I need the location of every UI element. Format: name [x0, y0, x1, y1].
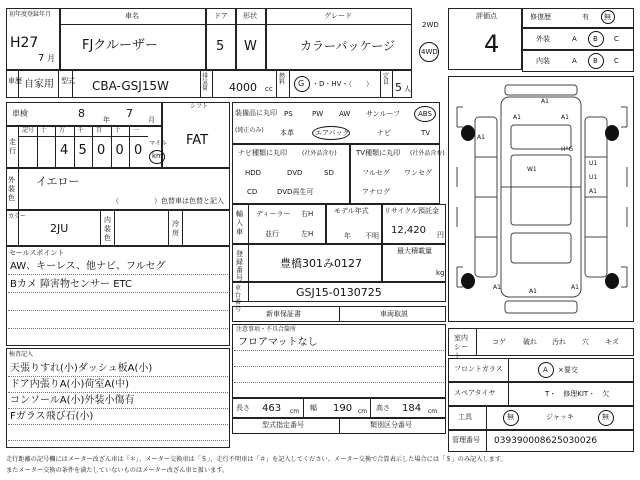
tools-label: 工具 — [458, 413, 472, 421]
dims-width-unit: cm — [358, 408, 368, 415]
exterior-color-note: （ ）色替車は色替と記入 — [112, 197, 224, 205]
mileage-divider — [111, 126, 112, 168]
equipment-navi: ナビ — [377, 129, 391, 137]
spare-tire-options: T・ 修理KIT・ 欠 — [545, 390, 610, 398]
seat-hole: 穴 — [582, 338, 589, 346]
recycle-label: リサイクル預託金 — [384, 207, 440, 215]
equipment-airbag: エアバック — [315, 129, 350, 137]
exterior-grade-a: A — [572, 35, 577, 43]
nav-sd: SD — [324, 169, 334, 177]
model-year-label: モデル年式 — [334, 207, 369, 215]
nav-title: ナビ種類に丸印 — [238, 149, 287, 157]
jack-value: 無 — [602, 413, 609, 421]
grade-value: カラーパッケージ — [300, 39, 396, 53]
inspector-note-1: 天張りすれ(小)ダッシュ板A(小) — [10, 363, 153, 374]
aircon-label: 冷房 — [172, 220, 179, 237]
mileage-unit-mile: マイル — [149, 140, 167, 147]
inspection-year-unit: 年 — [103, 116, 110, 124]
chassis-number: GSJ15-0130725 — [296, 286, 382, 299]
tv-analog: アナログ — [362, 188, 390, 196]
type-label: 型式 — [61, 77, 75, 85]
import-left-hand: 左H — [301, 230, 314, 238]
damage-mark-a1-top2: A1 — [513, 114, 521, 121]
seat-scratch: キズ — [605, 338, 619, 346]
inspection-month-unit: 月 — [148, 116, 155, 124]
interior-grade-label: 内装 — [536, 57, 550, 65]
exterior-grade-label: 外装 — [536, 35, 550, 43]
mileage-digit-header: 万 — [59, 127, 66, 134]
score-value: 4 — [484, 30, 500, 58]
selling-points-title: セールスポイント — [9, 249, 65, 257]
mileage-digit: 4 — [60, 143, 69, 158]
nav-dvd: DVD — [287, 169, 303, 177]
footer-line2: またメーター交換の条件を満たしていないものはメーター改ざん車と扱います。 — [6, 467, 229, 474]
interior-grade-b: B — [593, 57, 598, 65]
tire-rear-left-icon — [461, 273, 475, 289]
first-registration-era: H27 — [10, 35, 39, 51]
equipment-leather: 本革 — [280, 129, 294, 137]
shift-value: FAT — [186, 133, 209, 148]
mileage-digit-header: 百 — [96, 127, 103, 134]
nav-dvd-play: DVD再生可 — [277, 188, 314, 196]
capacity-unit: 人 — [404, 85, 411, 93]
tire-front-right-icon — [605, 125, 619, 141]
model-name-value: FJクルーザー — [82, 38, 158, 53]
mileage-digit: 0 — [115, 143, 124, 158]
class-number-label: 類別区分番号 — [370, 421, 412, 429]
seat-tear: 破れ — [523, 338, 537, 346]
inspector-note-3: コンソールA(小)外装小傷有 — [10, 395, 135, 406]
color-code-label: カラー — [8, 213, 27, 220]
interior-color-label: 内装色 — [104, 216, 111, 242]
registration-label: 登録番号 — [236, 250, 243, 282]
mileage-unit-km: km — [152, 152, 163, 160]
import-parallel: 並行 — [265, 230, 279, 238]
exterior-color-value: イエロー — [36, 175, 80, 188]
capacity-value: 5 — [395, 81, 402, 94]
mileage-divider — [129, 126, 130, 168]
model-year-value: 年 不明 — [344, 232, 379, 240]
grade-label: グレード — [324, 12, 352, 20]
equipment-abs: ABS — [418, 110, 432, 118]
import-right-hand: 右H — [301, 210, 314, 218]
recycle-value: 12,420 — [391, 225, 426, 236]
mileage-digit: 0 — [97, 143, 106, 158]
tv-subtitle: (社外品含む) — [410, 150, 445, 157]
tire-front-left-icon — [461, 125, 475, 141]
docs-warranty: 新車保証書 — [266, 310, 301, 318]
shape-label: 形状 — [243, 12, 257, 20]
mileage-digit: 0 — [134, 143, 143, 158]
footer-line1: 走行距離の記号欄にはメーター改ざん車は「＊」、メーター交換車は「＄」、走行不明車は「＃」を記入してください。メーター交換で合算表示した場合には「＄」のみ記入します。 — [6, 456, 507, 463]
tv-title: TV種類に丸印 — [356, 149, 401, 157]
notes-cell — [232, 324, 446, 398]
exterior-grade-c: C — [614, 35, 619, 43]
damage-diagram-cell — [448, 76, 634, 322]
equipment-subtitle: (純正のみ) — [235, 127, 264, 134]
displacement-label: 排気量 — [202, 73, 209, 92]
damage-mark-w1: W1 — [527, 166, 537, 173]
type-value: CBA-GSJ15W — [92, 79, 169, 93]
mgmt-label: 管理番号 — [452, 436, 480, 444]
mileage-label: 走行 — [9, 138, 16, 155]
damage-mark-a1-left: A1 — [477, 134, 485, 141]
windshield-selected: A — [543, 366, 548, 374]
equipment-title: 装備品に丸印 — [235, 109, 277, 117]
windshield-options: ×要交 — [558, 366, 578, 374]
displacement-unit: cc — [265, 85, 273, 93]
mileage-digit-header: 一 — [133, 127, 140, 134]
damage-mark-a1-rear-left: A1 — [493, 284, 501, 291]
equipment-ps: PS — [284, 110, 293, 118]
usage-value: 自家用 — [24, 79, 54, 90]
mileage-digit-header: 十 — [40, 127, 47, 134]
interior-grade-c: C — [614, 57, 619, 65]
dims-length: 463 — [262, 403, 282, 414]
fuel-selected: G — [298, 79, 305, 88]
inspector-note-4: Fガラス飛び石(小) — [10, 411, 94, 422]
drive-2wd: 2WD — [422, 21, 439, 29]
tv-oneseg: ワンセグ — [404, 169, 432, 177]
docs-manual: 車両取説 — [380, 310, 408, 318]
damage-mark-u1-right2: U1 — [589, 174, 598, 181]
drive-4wd: 4WD — [421, 48, 438, 56]
fuel-options: ・D・HV・（ ） — [312, 80, 373, 88]
mileage-divider — [37, 126, 38, 168]
fuel-label: 燃料 — [279, 73, 286, 86]
shape-value: W — [244, 39, 257, 54]
dims-height: 184 — [402, 403, 422, 414]
capacity-label: 定員 — [383, 73, 390, 86]
inspection-year: 8 — [78, 107, 85, 120]
max-load-label: 最大積載量 — [397, 247, 432, 255]
color-code-cell — [6, 210, 230, 246]
doors-label: ドア — [214, 12, 228, 20]
dims-width-label: 幅 — [310, 404, 317, 412]
equipment-pw: PW — [312, 110, 324, 118]
spare-tire-label: スペアタイヤ — [454, 389, 496, 397]
exterior-color-label: 外装色 — [8, 176, 15, 202]
seat-burn: コゲ — [492, 338, 506, 346]
tools-value: 無 — [507, 413, 514, 421]
mgmt-number: 039390008625030026 — [494, 436, 598, 446]
equipment-tv: TV — [421, 129, 431, 137]
seat-label: 室内シート — [454, 334, 468, 360]
mileage-digit: 5 — [78, 143, 87, 158]
score-label: 評価点 — [476, 12, 497, 20]
inspector-note-2: ドア内張りA(小)荷室A(中) — [10, 379, 129, 390]
displacement-value: 4000 — [229, 81, 257, 94]
first-registration-month-unit: 月 — [47, 54, 55, 63]
first-registration-month: 7 — [38, 53, 45, 64]
mileage-digit-header: 十 — [114, 127, 121, 134]
inspection-month: 7 — [126, 107, 133, 120]
notes-text: フロアマットなし — [238, 337, 318, 348]
shift-label: シフト — [190, 103, 209, 110]
usage-label: 車歴 — [8, 77, 22, 85]
windshield-label: フロントガラス — [454, 365, 503, 373]
selling-points-line2: Bカメ 障害物センサー ETC — [10, 279, 133, 290]
chassis-label: 車台番号 — [235, 285, 242, 313]
exterior-grade-b: B — [593, 35, 598, 43]
registration-number: 豊橋301み0127 — [280, 257, 362, 270]
dims-length-unit: cm — [290, 408, 300, 415]
damage-mark-hg: H°G — [561, 146, 574, 153]
inspector-notes-title: 検査記入 — [9, 351, 34, 358]
mileage-digit-header: 記号 — [22, 127, 35, 134]
tire-rear-right-icon — [605, 273, 619, 289]
damage-mark-a1-rear-center: A1 — [529, 288, 537, 295]
repair-yes: 有 — [582, 13, 589, 21]
nav-cd: CD — [247, 188, 258, 196]
max-load-unit: kg — [436, 269, 445, 277]
dims-height-label: 高さ — [376, 404, 390, 412]
damage-mark-a1-right2: A1 — [589, 188, 597, 195]
selling-points-line1: AW、キーレス、他ナビ、フルセグ — [10, 261, 166, 272]
nav-hdd: HDD — [245, 169, 262, 177]
color-code-value: 2JU — [50, 222, 69, 235]
jack-label: ジャッキ — [546, 413, 574, 421]
inspection-label: 車検 — [12, 109, 28, 118]
repair-no: 無 — [604, 13, 611, 21]
equipment-sunroof: サンルーフ — [366, 110, 401, 118]
equipment-aw: AW — [339, 110, 351, 118]
dims-width: 190 — [333, 403, 353, 414]
repair-history-label: 修復歴 — [530, 13, 551, 21]
import-dealer: ディーラー — [256, 210, 291, 218]
nav-subtitle: (社外品含む) — [302, 150, 337, 157]
mileage-divider — [55, 126, 56, 168]
dims-length-label: 長さ — [236, 404, 250, 412]
first-registration-label: 初年度登録年月 — [9, 11, 52, 18]
damage-mark-u1-right1: U1 — [589, 160, 598, 167]
import-label: 輸入車 — [236, 210, 243, 236]
recycle-unit: 円 — [437, 231, 444, 239]
damage-mark-a1-rear-right: A1 — [571, 284, 579, 291]
doors-value: 5 — [216, 39, 225, 54]
dims-height-unit: cm — [428, 408, 438, 415]
tv-fullseg: フルセグ — [362, 169, 390, 177]
seat-stain: 汚れ — [552, 338, 566, 346]
interior-grade-a: A — [572, 57, 577, 65]
notes-title: 注意事項・不具合箇所 — [236, 326, 297, 333]
type-spec-label: 型式指定番号 — [262, 421, 304, 429]
mileage-divider — [92, 126, 93, 168]
mileage-digit-header: 千 — [77, 127, 84, 134]
damage-mark-a1-top1: A1 — [541, 98, 549, 105]
mileage-divider — [74, 126, 75, 168]
damage-mark-a1-right: A1 — [561, 114, 569, 121]
model-name-label: 車名 — [125, 12, 139, 20]
